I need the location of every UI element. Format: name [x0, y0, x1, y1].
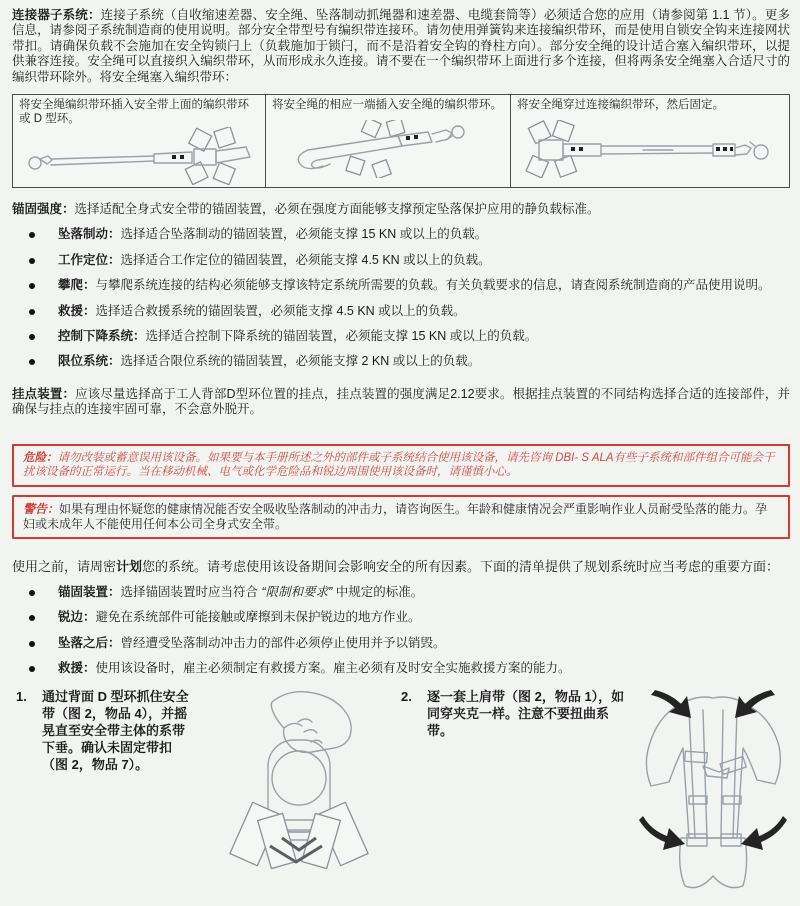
bullet-text: 选择适合限位系统的锚固装置，必须能支撑 2 KN 或以上的负载。	[120, 354, 481, 369]
figure-box-row	[12, 94, 790, 188]
bullet-after-fall	[12, 636, 790, 651]
bullet-quote: “限制和要求”	[261, 584, 333, 599]
bullet-anchorage	[12, 585, 790, 600]
donning-steps	[12, 688, 790, 893]
danger-label: 危险：	[23, 451, 58, 464]
bullet-dot	[29, 232, 35, 238]
danger-alert-box	[12, 444, 790, 488]
bullet-label: 工作定位：	[58, 252, 121, 267]
bullet-label: 锚固装置：	[58, 584, 121, 599]
bullet-rescue	[12, 304, 790, 319]
bullet-text: 中规定的标准。	[332, 584, 424, 599]
bullet-label: 攀爬：	[58, 278, 96, 293]
bullet-text: 选择适合救援系统的锚固装置，必须能支撑 4.5 KN 或以上的负载。	[95, 303, 466, 318]
bullet-fall-arrest	[12, 227, 790, 242]
bullet-label: 坠落之后：	[58, 635, 121, 650]
bullet-dot	[29, 334, 35, 340]
step-2-number: 2.	[401, 689, 412, 705]
connector-subsystem-paragraph	[12, 8, 790, 85]
bullet-label: 控制下降系统：	[58, 329, 146, 344]
anchor-strength-label: 锚固强度：	[12, 202, 75, 217]
connector-subsystem-label: 连接器子系统：	[12, 8, 101, 22]
anchor-bullet-list	[12, 227, 790, 369]
bullet-label: 坠落制动：	[58, 227, 121, 242]
bullet-dot	[29, 615, 35, 621]
bullet-climbing	[12, 278, 790, 293]
attachment-point-text: 应该尽量选择高于工人背部D型环位置的挂点，挂点装置的强度满足2.12要求。根据挂点装置的不同结构选择合适的连接部件，并确保与挂点的连接牢固可靠，不会意外脱开。	[12, 386, 790, 417]
bullet-restraint	[12, 354, 790, 369]
planning-intro-post: 您的系统。请考虑使用该设备期间会影响安全的所有因素。下面的清单提供了规划系统时应当考虑的重要方面：	[142, 559, 780, 575]
figure-box-1	[12, 94, 266, 188]
step-2	[397, 688, 637, 893]
bullet-text: 选择适合控制下降系统的锚固装置，必须能支撑 15 KN 或以上的负载。	[145, 329, 538, 344]
bullet-dot	[29, 641, 35, 647]
connector-subsystem-text: 连接子系统（自收缩速差器、安全绳、坠落制动抓绳器和速差器、电缆套筒等）必须适合您的应用（请参阅第 1.1 节）。更多信息，请参阅子系统制造商的使用说明。部分安全带型号有编织带连接环。请勿使用弹簧钩来连接编织带环，而是使用自锁安全钩来连接网状带扣。请确保负载不会施加在安全钩锁闩上（负载施加于锁闩，而不是沿着安全钩的脊柱方向）。部分安全绳的设计适合塞入编织带环，以提供兼容连接。安全绳可以直接织入编织带环，从而形成永久连接。请不要在一个编织带环上面进行多个连接，但将两条安全绳塞入合适尺寸的编织带环除外。将安全绳塞入编织带环：	[12, 8, 790, 84]
planning-section	[12, 559, 790, 676]
bullet-text: 避免在系统部件可能接触或摩擦到未保护锐边的地方作业。	[95, 610, 421, 625]
bullet-text: 选择锚固装置时应当符合	[120, 584, 262, 599]
bullet-sharp-edges	[12, 610, 790, 625]
figure-box-3	[511, 94, 790, 188]
lanyard-hook-right-illustration	[517, 112, 783, 185]
step-1-number: 1.	[16, 689, 27, 705]
warning-label: 警告：	[23, 502, 60, 517]
bullet-text: 选择适合工作定位的锚固装置，必须能支撑 4.5 KN 或以上的负载。	[120, 252, 491, 267]
bullet-text: 曾经遭受坠落制动冲击力的部件必须停止使用并予以销毁。	[120, 635, 446, 650]
planning-intro-pre: 使用之前，请周密	[12, 559, 117, 575]
planning-intro-paragraph	[12, 559, 790, 574]
anchor-strength-paragraph	[12, 202, 790, 217]
bullet-text: 使用该设备时，雇主必须制定有救援方案。雇主必须有及时安全实施救援方案的能力。	[95, 660, 571, 675]
dring-hand-illustration	[202, 688, 397, 893]
lanyard-hook-left-illustration	[19, 126, 259, 185]
bullet-text: 与攀爬系统连接的结构必须能够支撑该特定系统所需要的负载。有关负载要求的信息，请查阅系统制造商的产品使用说明。	[95, 278, 771, 293]
step-2-text: 逐一套上肩带（图 2，物品 1），如同穿夹克一样。注意不要扭曲系带。	[427, 689, 625, 739]
anchor-strength-text: 选择适配全身式安全带的锚固装置，必须在强度方面能够支撑预定坠落保护应用的静负载标准。	[74, 202, 600, 217]
bullet-label: 限位系统：	[58, 354, 121, 369]
bullet-work-positioning	[12, 253, 790, 268]
figure-box-3-caption: 将安全绳穿过连接编织带环，然后固定。	[517, 99, 724, 112]
step-1-text: 通过背面 D 型环抓住安全带（图 2，物品 4），并摇晃直至安全带主体的系带下垂。确认未固定带扣（图 2，物品 7）。	[42, 689, 189, 773]
step-1	[12, 688, 202, 893]
attachment-point-label: 挂点装置：	[12, 386, 76, 401]
bullet-dot	[29, 258, 35, 264]
figure-box-2	[266, 94, 511, 188]
bullet-dot	[29, 309, 35, 315]
lanyard-loop-illustration	[272, 112, 504, 185]
planning-intro-bold: 计划	[116, 559, 143, 575]
bullet-text: 选择适合坠落制动的锚固装置，必须能支撑 15 KN 或以上的负载。	[120, 227, 488, 242]
attachment-point-paragraph	[12, 387, 790, 418]
bullet-rescue-plan	[12, 661, 790, 676]
bullet-label: 救援：	[58, 303, 96, 318]
danger-text: 请勿改装或蓄意误用该设备。如果要与本手册所述之外的部件或子系统结合使用该设备，请先咨询 DBI- S ALA有些子系统和部件组合可能会干扰该设备的正常运行。当在移动机械、电气或化学危险品和锐边周围使用该设备时，请谨慎小心。	[23, 451, 775, 479]
bullet-dot	[29, 359, 35, 365]
bullet-dot	[29, 590, 35, 596]
figure-box-1-caption: 将安全绳编织带环插入安全带上面的编织带环或 D 型环。	[19, 99, 249, 126]
planning-bullet-list	[12, 585, 790, 677]
bullet-controlled-descent	[12, 329, 790, 344]
bullet-dot	[29, 283, 35, 289]
figure-box-2-caption: 将安全绳的相应一端插入安全绳的编织带环。	[272, 99, 502, 112]
warning-alert-box	[12, 495, 790, 539]
bullet-dot	[29, 666, 35, 672]
bullet-label: 救援：	[58, 660, 96, 675]
warning-text: 如果有理由怀疑您的健康情况能否安全吸收坠落制动的冲击力，请咨询医生。年龄和健康情况会严重影响作业人员耐受坠落的能力。孕妇或未成年人不能使用任何本公司全身式安全带。	[23, 502, 768, 532]
bullet-label: 锐边：	[58, 610, 96, 625]
harness-shoulder-straps-illustration	[637, 688, 790, 893]
